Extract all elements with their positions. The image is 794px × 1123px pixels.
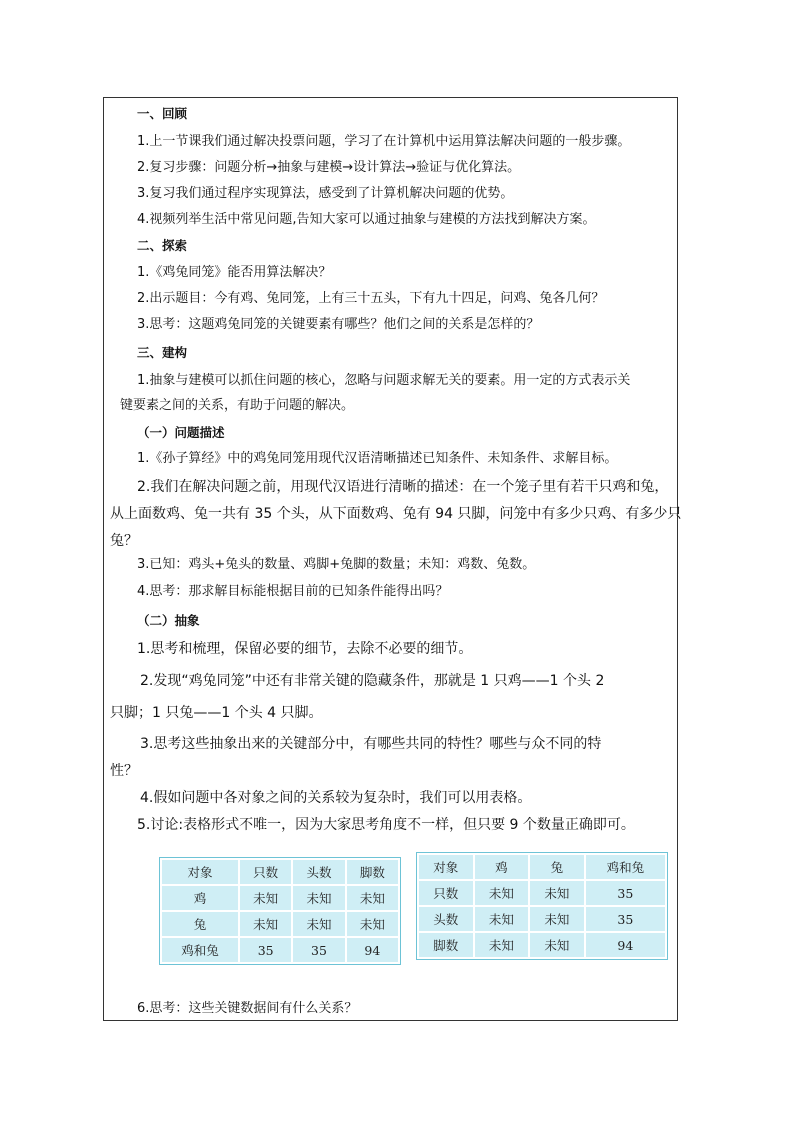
table-cell: 35 [585, 906, 666, 932]
paragraph: 5.讨论:表格形式不唯一，因为大家思考角度不一样，但只要 9 个数量正确即可。 [137, 817, 635, 833]
paragraph: 只脚；1 只兔——1 个头 4 只脚。 [110, 705, 323, 721]
section-heading-explore: 二、探索 [137, 238, 188, 253]
paragraph: 4.思考：那求解目标能根据目前的已知条件能得出吗？ [137, 584, 449, 599]
paragraph: 兔？ [110, 533, 138, 549]
table-cell: 35 [585, 880, 666, 906]
table-cell: 未知 [292, 911, 345, 937]
paragraph: 1.《鸡兔同笼》能否用算法解决？ [137, 265, 332, 280]
table-cell: 未知 [346, 885, 399, 911]
paragraph: 1.抽象与建模可以抓住问题的核心，忽略与问题求解无关的要素。用一定的方式表示关 [137, 373, 631, 388]
table-cell: 鸡和兔 [161, 937, 239, 963]
section-heading-review: 一、回顾 [137, 106, 188, 121]
paragraph: 6.思考：这些关键数据间有什么关系？ [137, 1001, 358, 1016]
paragraph: 2.我们在解决问题之前，用现代汉语进行清晰的描述：在一个笼子里有若干只鸡和兔， [137, 479, 669, 495]
table-cell: 未知 [239, 911, 292, 937]
table-cell: 未知 [474, 880, 530, 906]
table-cell: 兔 [161, 911, 239, 937]
table-row [161, 885, 399, 911]
paragraph: 2.出示题目：今有鸡、兔同笼，上有三十五头，下有九十四足，问鸡、兔各几何？ [137, 291, 605, 306]
table-row [418, 906, 666, 932]
table-header-cell: 鸡和兔 [585, 854, 666, 880]
table-row [418, 932, 666, 958]
paragraph: 2.发现“鸡兔同笼”中还有非常关键的隐藏条件，那就是 1 只鸡——1 个头 2 [140, 673, 605, 689]
table-row [161, 937, 399, 963]
paragraph: 3.已知：鸡头+兔头的数量、鸡脚+兔脚的数量；未知：鸡数、兔数。 [137, 557, 536, 572]
table-cell: 94 [585, 932, 666, 958]
data-table-by-quantity [417, 853, 667, 959]
table-cell: 鸡 [161, 885, 239, 911]
table-header-cell: 只数 [239, 859, 292, 885]
table-header-row [161, 859, 399, 885]
table-cell: 未知 [346, 911, 399, 937]
table-header-cell: 对象 [418, 854, 474, 880]
table-cell: 头数 [418, 906, 474, 932]
paragraph: 4.视频列举生活中常见问题,告知大家可以通过抽象与建模的方法找到解决方案。 [137, 212, 596, 227]
subsection-heading-problem: （一）问题描述 [137, 425, 225, 440]
paragraph: 2.复习步骤：问题分析→抽象与建模→设计算法→验证与优化算法。 [137, 160, 521, 175]
paragraph: 从上面数鸡、兔一共有 35 个头，从下面数鸡、兔有 94 只脚，问笼中有多少只鸡、有多少只 [110, 506, 682, 522]
paragraph: 3.复习我们通过程序实现算法，感受到了计算机解决问题的优势。 [137, 186, 514, 201]
table-cell: 未知 [474, 906, 530, 932]
table-row [161, 911, 399, 937]
table-cell: 脚数 [418, 932, 474, 958]
paragraph: 3.思考：这题鸡兔同笼的关键要素有哪些？他们之间的关系是怎样的？ [137, 317, 540, 332]
table-header-cell: 鸡 [474, 854, 530, 880]
table-header-cell: 兔 [529, 854, 585, 880]
paragraph: 键要素之间的关系，有助于问题的解决。 [120, 398, 355, 413]
paragraph: 1.上一节课我们通过解决投票问题，学习了在计算机中运用算法解决问题的一般步骤。 [137, 134, 631, 149]
table-cell: 35 [292, 937, 345, 963]
paragraph: 性？ [110, 763, 138, 779]
table-header-row [418, 854, 666, 880]
table-header-cell: 脚数 [346, 859, 399, 885]
table-cell: 未知 [292, 885, 345, 911]
table-cell: 未知 [529, 932, 585, 958]
data-table-by-object [160, 858, 400, 964]
table-header-cell: 头数 [292, 859, 345, 885]
paragraph: 1.思考和梳理，保留必要的细节，去除不必要的细节。 [137, 641, 473, 657]
table-cell: 未知 [529, 880, 585, 906]
table-cell: 94 [346, 937, 399, 963]
table-cell: 35 [239, 937, 292, 963]
section-heading-construct: 三、建构 [137, 345, 188, 360]
table-header-cell: 对象 [161, 859, 239, 885]
table-cell: 未知 [474, 932, 530, 958]
paragraph: 1.《孙子算经》中的鸡兔同笼用现代汉语清晰描述已知条件、未知条件、求解目标。 [137, 451, 618, 466]
paragraph: 3.思考这些抽象出来的关键部分中，有哪些共同的特性？哪些与众不同的特 [140, 736, 602, 752]
table-cell: 只数 [418, 880, 474, 906]
table-row [418, 880, 666, 906]
table-cell: 未知 [529, 906, 585, 932]
paragraph: 4.假如问题中各对象之间的关系较为复杂时，我们可以用表格。 [140, 790, 532, 806]
subsection-heading-abstract: （二）抽象 [137, 613, 200, 628]
table-cell: 未知 [239, 885, 292, 911]
